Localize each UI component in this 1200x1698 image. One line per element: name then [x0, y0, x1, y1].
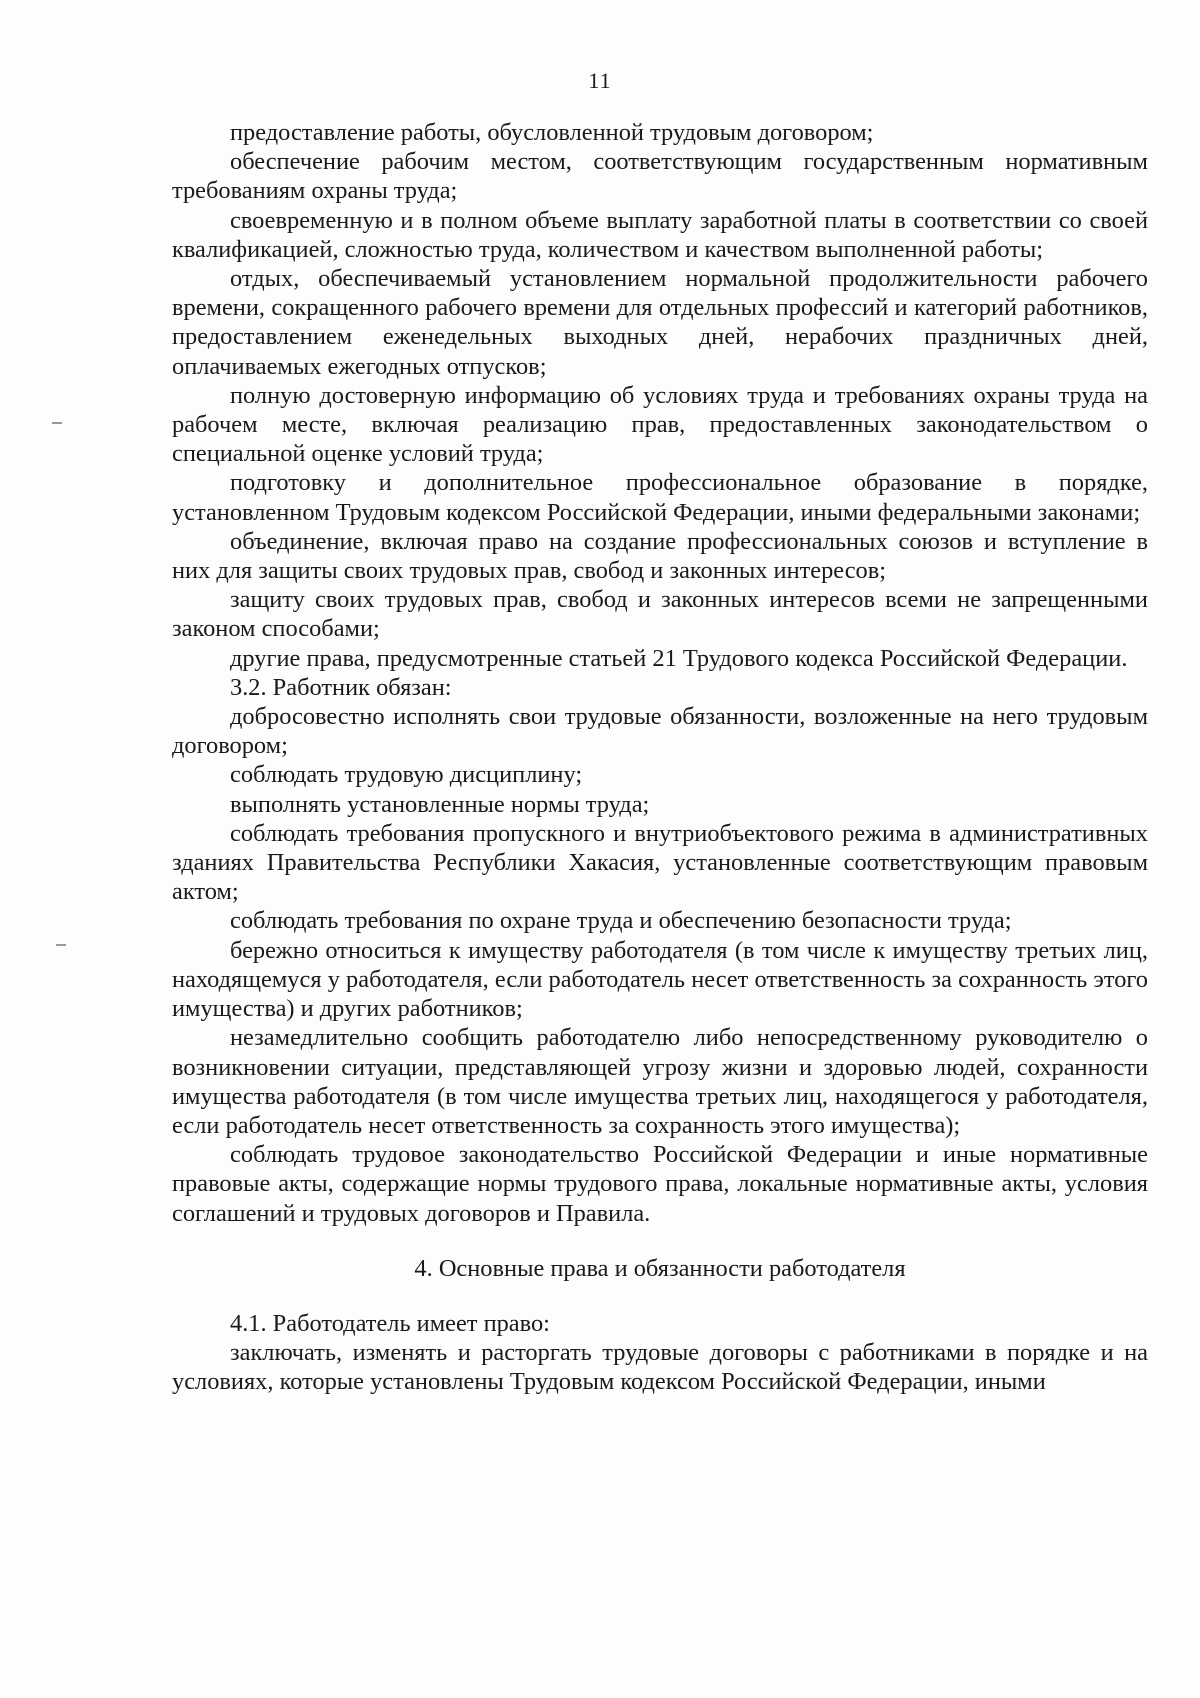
paragraph: отдых, обеспечиваемый установлением нормальной продолжительности рабочего времени, сокращенного рабочего времени для отдельных профессий и категорий работников, предоставлением еженедельных выходных дней, нерабочих праздничных дней, оплачиваемых ежегодных отпусков; — [172, 265, 1148, 380]
paragraph: защиту своих трудовых прав, свобод и законных интересов всеми не запрещенными законом способами; — [172, 586, 1148, 643]
paragraph: соблюдать трудовую дисциплину; — [230, 761, 583, 789]
paragraph: соблюдать требования по охране труда и обеспечению безопасности труда; — [230, 907, 1012, 935]
paragraph: соблюдать требования пропускного и внутриобъектового режима в административных зданиях Правительства Республики Хакасия, установленные соответствующим правовым актом; — [172, 819, 1148, 906]
paragraph: незамедлительно сообщить работодателю либо непосредственному руководителю о возникновении ситуации, представляющей угрозу жизни и здоровью людей, сохранности имущества работодателя (в том числе имущества третьих лиц, находящегося у работодателя, если работодатель несет ответственность за сохранность этого имущества); — [172, 1024, 1148, 1139]
scan-artifact-mark — [52, 422, 62, 424]
paragraph: объединение, включая право на создание профессиональных союзов и вступление в них для защиты своих трудовых прав, свобод и законных интересов; — [172, 527, 1148, 585]
paragraph: подготовку и дополнительное профессиональное образование в порядке, установленном Трудовым кодексом Российской Федерации, иными федеральными законами; — [172, 469, 1148, 526]
paragraph: предоставление работы, обусловленной трудовым договором; — [230, 119, 874, 146]
paragraph: заключать, изменять и расторгать трудовые договоры с работниками в порядке и на условиях, которые установлены Трудовым кодексом Российской Федерации, иными — [172, 1339, 1148, 1396]
document-body — [172, 118, 1148, 1397]
section-heading: 4. Основные права и обязанности работодателя — [414, 1254, 906, 1282]
paragraph: добросовестно исполнять свои трудовые обязанности, возложенные на него трудовым договором; — [172, 703, 1148, 760]
subsection-title: 3.2. Работник обязан: — [230, 673, 452, 701]
paragraph: полную достоверную информацию об условиях труда и требованиях охраны труда на рабочем месте, включая реализацию прав, предоставленных законодательством о специальной оценке условий труда; — [172, 381, 1148, 468]
paragraph: соблюдать трудовое законодательство Российской Федерации и иные нормативные правовые акты, содержащие нормы трудового права, локальные нормативные акты, условия соглашений и трудовых договоров и Правила. — [172, 1141, 1148, 1227]
subsection-title: 4.1. Работодатель имеет право: — [230, 1309, 550, 1337]
paragraph: обеспечение рабочим местом, соответствующим государственным нормативным требованиям охраны труда; — [172, 148, 1148, 205]
page-number: 11 — [588, 68, 612, 93]
scan-artifact-mark — [56, 944, 66, 946]
paragraph: своевременную и в полном объеме выплату заработной платы в соответствии со своей квалификацией, сложностью труда, количеством и качеством выполненной работы; — [172, 206, 1148, 263]
paragraph: другие права, предусмотренные статьей 21 Трудового кодекса Российской Федерации. — [230, 644, 1128, 672]
paragraph: бережно относиться к имуществу работодателя (в том числе к имуществу третьих лиц, находящемуся у работодателя, если работодатель несет ответственность за сохранность этого имущества) и других работников; — [172, 936, 1148, 1023]
paragraph: выполнять установленные нормы труда; — [230, 790, 650, 818]
